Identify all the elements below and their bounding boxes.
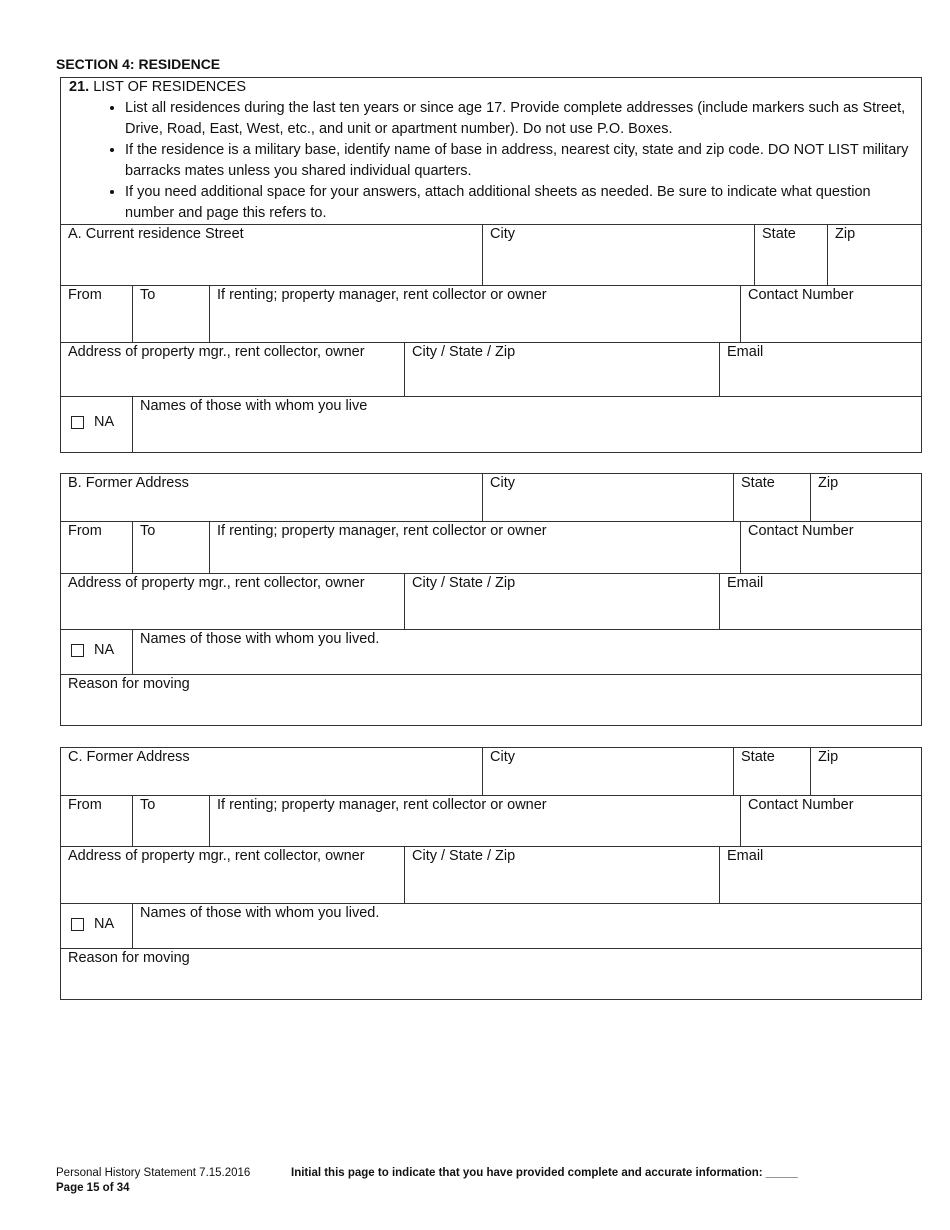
field-label: Email: [727, 344, 764, 360]
field-label: Email: [727, 848, 764, 864]
household-names-field[interactable]: [132, 629, 922, 674]
property-manager-field[interactable]: [209, 795, 740, 846]
na-label: NA: [94, 414, 115, 430]
field-label: To: [140, 287, 156, 303]
q21-title: LIST OF RESIDENCES: [93, 79, 247, 95]
to-date-field[interactable]: [132, 285, 209, 342]
email-field[interactable]: [719, 846, 922, 903]
current-residence-street-field[interactable]: [60, 224, 482, 285]
field-label: Contact Number: [748, 287, 854, 303]
manager-address-field[interactable]: [60, 573, 404, 629]
instruction-item: • If the residence is a military base, identify name of base in address, nearest city, state and zip code. DO NOT LIST military barracks mates unless you shared individual quarters.: [125, 140, 919, 182]
field-label: City: [490, 749, 515, 765]
na-checkbox[interactable]: [71, 918, 84, 931]
field-label: Names of those with whom you lived.: [140, 905, 380, 921]
field-label: City / State / Zip: [412, 344, 516, 360]
field-label: From: [68, 797, 102, 813]
field-label: City / State / Zip: [412, 848, 516, 864]
former-address-street-field[interactable]: [60, 473, 482, 521]
field-label: To: [140, 523, 156, 539]
field-label: Zip: [818, 749, 839, 765]
field-label: Contact Number: [748, 797, 854, 813]
field-label: Contact Number: [748, 523, 854, 539]
field-label: Reason for moving: [68, 950, 190, 966]
field-label: Zip: [835, 226, 856, 242]
contact-number-field[interactable]: [740, 521, 922, 573]
field-label: To: [140, 797, 156, 813]
field-label: City: [490, 226, 515, 242]
city-state-zip-field[interactable]: [404, 342, 719, 396]
to-date-field[interactable]: [132, 521, 209, 573]
property-manager-field[interactable]: [209, 285, 740, 342]
field-label: City / State / Zip: [412, 575, 516, 591]
q21-number: 21.: [69, 79, 90, 95]
field-label: Zip: [818, 475, 839, 491]
initials-prompt: Initial this page to indicate that you have provided complete and accurate information: _____: [291, 1167, 798, 1179]
household-names-field[interactable]: [132, 903, 922, 948]
state-field[interactable]: [733, 473, 810, 521]
instruction-item: • List all residences during the last ten years or since age 17. Provide complete addresses (include markers such as Street, Drive, Road, East, West, etc., and unit or apartment number). Do not use P.O. Boxes.: [125, 98, 919, 140]
state-field[interactable]: [733, 747, 810, 795]
field-label: City: [490, 475, 515, 491]
from-date-field[interactable]: [60, 795, 132, 846]
field-label: Address of property mgr., rent collector, owner: [68, 344, 365, 360]
manager-address-field[interactable]: [60, 846, 404, 903]
field-label: Reason for moving: [68, 676, 190, 692]
city-state-zip-field[interactable]: [404, 846, 719, 903]
email-field[interactable]: [719, 573, 922, 629]
field-label: B. Former Address: [68, 475, 189, 491]
manager-address-field[interactable]: [60, 342, 404, 396]
contact-number-field[interactable]: [740, 795, 922, 846]
city-field[interactable]: [482, 473, 733, 521]
form-name: Personal History Statement 7.15.2016: [56, 1167, 251, 1179]
zip-field[interactable]: [827, 224, 922, 285]
from-date-field[interactable]: [60, 285, 132, 342]
field-label: Address of property mgr., rent collector, owner: [68, 848, 365, 864]
reason-for-moving-field[interactable]: [60, 948, 922, 1000]
field-label: From: [68, 287, 102, 303]
field-label: State: [762, 226, 796, 242]
property-manager-field[interactable]: [209, 521, 740, 573]
contact-number-field[interactable]: [740, 285, 922, 342]
city-state-zip-field[interactable]: [404, 573, 719, 629]
former-address-street-field[interactable]: [60, 747, 482, 795]
field-label: From: [68, 523, 102, 539]
q21-instruction-list: [61, 98, 919, 224]
state-field[interactable]: [754, 224, 827, 285]
na-label: NA: [94, 642, 115, 658]
email-field[interactable]: [719, 342, 922, 396]
na-label: NA: [94, 916, 115, 932]
field-label: A. Current residence Street: [68, 226, 244, 242]
city-field[interactable]: [482, 747, 733, 795]
field-label: State: [741, 475, 775, 491]
field-label: If renting; property manager, rent collector or owner: [217, 797, 547, 813]
field-label: If renting; property manager, rent collector or owner: [217, 287, 547, 303]
zip-field[interactable]: [810, 747, 922, 795]
from-date-field[interactable]: [60, 521, 132, 573]
to-date-field[interactable]: [132, 795, 209, 846]
field-label: Address of property mgr., rent collector, owner: [68, 575, 365, 591]
field-label: Names of those with whom you lived.: [140, 631, 380, 647]
na-checkbox[interactable]: [71, 416, 84, 429]
instruction-item: • If you need additional space for your answers, attach additional sheets as needed. Be sure to indicate what question number and page this refers to.: [125, 182, 919, 224]
na-checkbox[interactable]: [71, 644, 84, 657]
q21-heading: [69, 77, 246, 98]
zip-field[interactable]: [810, 473, 922, 521]
q21-instructions-box: [60, 77, 922, 225]
page-number: Page 15 of 34: [56, 1182, 130, 1194]
field-label: Email: [727, 575, 764, 591]
field-label: Names of those with whom you live: [140, 398, 368, 414]
field-label: State: [741, 749, 775, 765]
household-names-field[interactable]: [132, 396, 922, 453]
field-label: C. Former Address: [68, 749, 190, 765]
section-title: SECTION 4: RESIDENCE: [56, 56, 221, 72]
field-label: If renting; property manager, rent collector or owner: [217, 523, 547, 539]
city-field[interactable]: [482, 224, 754, 285]
reason-for-moving-field[interactable]: [60, 674, 922, 726]
